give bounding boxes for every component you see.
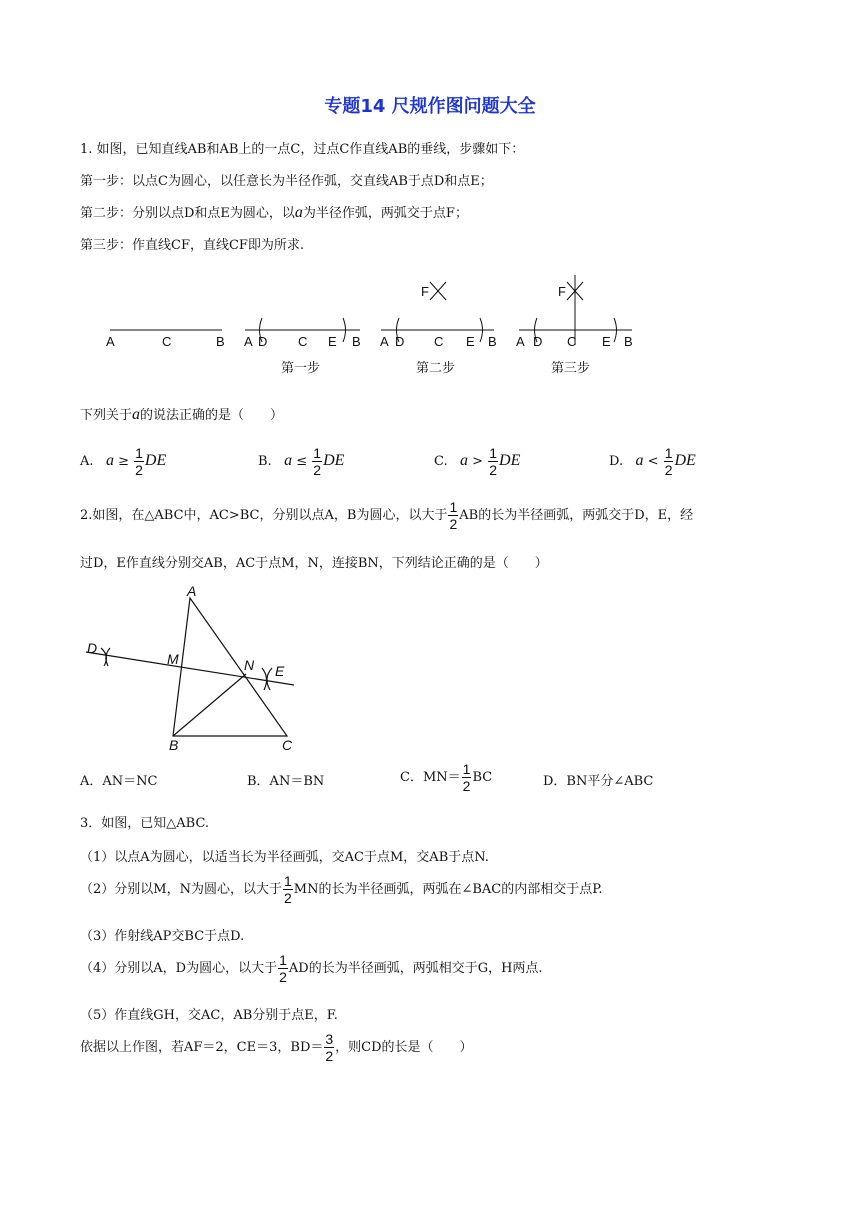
q2-triangle-figure xyxy=(80,580,300,755)
q2-option-a[interactable]: A．AN＝NC xyxy=(80,774,158,789)
q1-fig0-label-c: C xyxy=(162,334,172,349)
q1-prompt xyxy=(80,404,283,424)
q2-option-c[interactable] xyxy=(400,762,492,793)
q3-step4-post: AD的长为半径画弧，两弧相交于G，H两点. xyxy=(288,961,543,976)
q1-option-c-rest: DE xyxy=(499,452,521,469)
q3-step2 xyxy=(80,874,602,905)
q2-stem-post: AB的长为半径画弧，两弧交于D，E，经 xyxy=(459,508,694,523)
q1-fig1-label-a: A xyxy=(244,334,253,349)
q1-stem: 1. 如图，已知直线AB和AB上的一点C，过点C作直线AB的垂线，步骤如下： xyxy=(80,142,525,157)
q1-option-a-relation: ≥ xyxy=(118,454,129,469)
q1-fig3-label-f: F xyxy=(558,284,566,299)
q1-option-c-letter: C. xyxy=(434,454,448,469)
q1-option-c-var: a xyxy=(460,452,469,469)
q1-fig3-label-e: E xyxy=(602,334,611,349)
q3-final-pre: 依据以上作图，若AF＝2，CE＝3，BD＝ xyxy=(80,1040,324,1055)
q1-fig2-label-b: B xyxy=(488,334,497,349)
q1-option-d-rest: DE xyxy=(674,452,696,469)
q1-prompt-pre: 下列关于 xyxy=(80,408,133,423)
q1-step2 xyxy=(80,202,468,222)
q1-option-a-var: a xyxy=(105,452,114,469)
q3-step3: （3）作射线AP交BC于点D. xyxy=(80,929,245,944)
q1-option-c[interactable] xyxy=(434,446,520,477)
q2-stem-fraction: $\frac{1}{2}$ xyxy=(449,499,458,532)
q2-label-d: D xyxy=(87,640,98,656)
q1-option-b-relation: ≤ xyxy=(296,454,308,469)
q2-label-b: B xyxy=(169,737,179,753)
q1-prompt-var: a xyxy=(132,406,141,423)
q2-option-d[interactable]: D．BN平分∠ABC xyxy=(543,774,654,789)
q3-step5: （5）作直线GH，交AC，AB分别于点E，F. xyxy=(80,1008,338,1023)
q3-step4-pre: （4）分别以A，D为圆心，以大于 xyxy=(80,961,278,976)
q2-label-c: C xyxy=(282,737,293,753)
q1-caption-step3: 第三步 xyxy=(551,360,591,375)
q2-arc-e1 xyxy=(262,668,267,690)
q3-step4 xyxy=(80,953,543,984)
q1-option-b-rest: DE xyxy=(323,452,345,469)
q3-step2-post: MN的长为半径画弧，两弧在∠BAC的内部相交于点P. xyxy=(293,882,603,897)
q1-step1: 第一步：以点C为圆心，以任意长为半径作弧，交直线AB于点D和点E； xyxy=(80,174,493,189)
q1-fig1-label-c: C xyxy=(298,334,308,349)
q1-option-b-var: a xyxy=(284,452,293,469)
q3-step2-fraction: $\frac{1}{2}$ xyxy=(283,873,292,906)
q1-fig3-label-d: D xyxy=(533,334,543,349)
q1-option-a-fraction: $\frac{1}{2}$ xyxy=(135,445,143,478)
q1-fig0-label-a: A xyxy=(106,334,115,349)
q2-option-c-post: BC xyxy=(472,770,493,785)
q1-fig2-label-a: A xyxy=(380,334,389,349)
q1-option-c-relation: > xyxy=(472,454,484,469)
q3-step1: （1）以点A为圆心，以适当长为半径画弧，交AC于点M，交AB于点N. xyxy=(80,850,489,865)
q1-option-b[interactable] xyxy=(258,446,344,477)
q2-triangle-abc xyxy=(173,598,287,736)
q1-step2-pre: 第二步：分别以点D和点E为圆心，以 xyxy=(80,206,295,221)
q2-option-c-fraction: $\frac{1}{2}$ xyxy=(462,761,471,794)
q2-label-n: N xyxy=(244,657,255,673)
q2-option-c-pre: C．MN＝ xyxy=(400,770,461,785)
q1-option-b-fraction: $\frac{1}{2}$ xyxy=(313,445,322,478)
q1-fig1-label-b: B xyxy=(352,334,361,349)
q1-option-b-letter: B. xyxy=(258,454,272,469)
q1-fig2-label-e: E xyxy=(466,334,475,349)
q1-option-c-fraction: $\frac{1}{2}$ xyxy=(489,445,498,478)
q2-stem-line2: 过D，E作直线分别交AB，AC于点M，N，连接BN，下列结论正确的是（ ） xyxy=(80,556,548,571)
q1-step3: 第三步：作直线CF，直线CF即为所求. xyxy=(80,238,305,253)
q1-option-a[interactable] xyxy=(80,446,166,477)
q1-fig2-label-c: C xyxy=(434,334,444,349)
page-title: 专题14 尺规作图问题大全 xyxy=(324,96,536,117)
q2-segment-bn xyxy=(173,674,246,736)
q1-fig3-label-b: B xyxy=(624,334,633,349)
q1-option-d-letter: D. xyxy=(609,454,624,469)
q3-stem: 3．如图，已知△ABC. xyxy=(80,816,210,831)
q1-option-a-rest: DE xyxy=(144,452,167,469)
q1-option-d-var: a xyxy=(635,452,644,469)
q1-step2-post: 为半径作弧，两弧交于点F； xyxy=(302,206,468,221)
q2-label-e: E xyxy=(275,663,285,679)
q2-stem-line1 xyxy=(80,500,693,531)
q1-option-a-letter: A. xyxy=(80,454,94,469)
q1-option-d-relation: < xyxy=(647,454,659,469)
q1-fig2-label-d: D xyxy=(395,334,405,349)
q1-prompt-post: 的说法正确的是（ ） xyxy=(140,408,284,423)
q3-final-post: ，则CD的长是（ ） xyxy=(335,1040,473,1055)
q1-fig0-label-b: B xyxy=(216,334,225,349)
q1-fig3-label-a: A xyxy=(516,334,525,349)
q3-final-fraction: $\frac{3}{2}$ xyxy=(325,1031,334,1064)
q2-label-m: M xyxy=(167,651,179,667)
q2-option-b[interactable]: B．AN＝BN xyxy=(247,774,325,789)
q3-final xyxy=(80,1032,473,1063)
q2-stem-pre: 2.如图，在△ABC中，AC>BC，分别以点A，B为圆心，以大于 xyxy=(80,508,448,523)
q1-fig2-label-f: F xyxy=(421,284,429,299)
q1-option-d-fraction: $\frac{1}{2}$ xyxy=(664,445,673,478)
q1-option-d[interactable] xyxy=(609,446,696,477)
q1-fig3-label-c: C xyxy=(567,334,577,349)
q1-fig1-label-e: E xyxy=(328,334,337,349)
q1-caption-step1: 第一步 xyxy=(281,360,321,375)
q1-step2-var: a xyxy=(294,204,303,221)
q1-caption-step2: 第二步 xyxy=(416,360,456,375)
q3-step2-pre: （2）分别以M，N为圆心，以大于 xyxy=(80,882,282,897)
q1-fig1-label-d: D xyxy=(258,334,268,349)
q3-step4-fraction: $\frac{1}{2}$ xyxy=(279,952,287,985)
q2-label-a: A xyxy=(187,583,197,599)
q1-construction-figure xyxy=(95,268,655,383)
q2-arc-d2 xyxy=(106,648,110,666)
q2-arc-e2 xyxy=(267,668,272,690)
